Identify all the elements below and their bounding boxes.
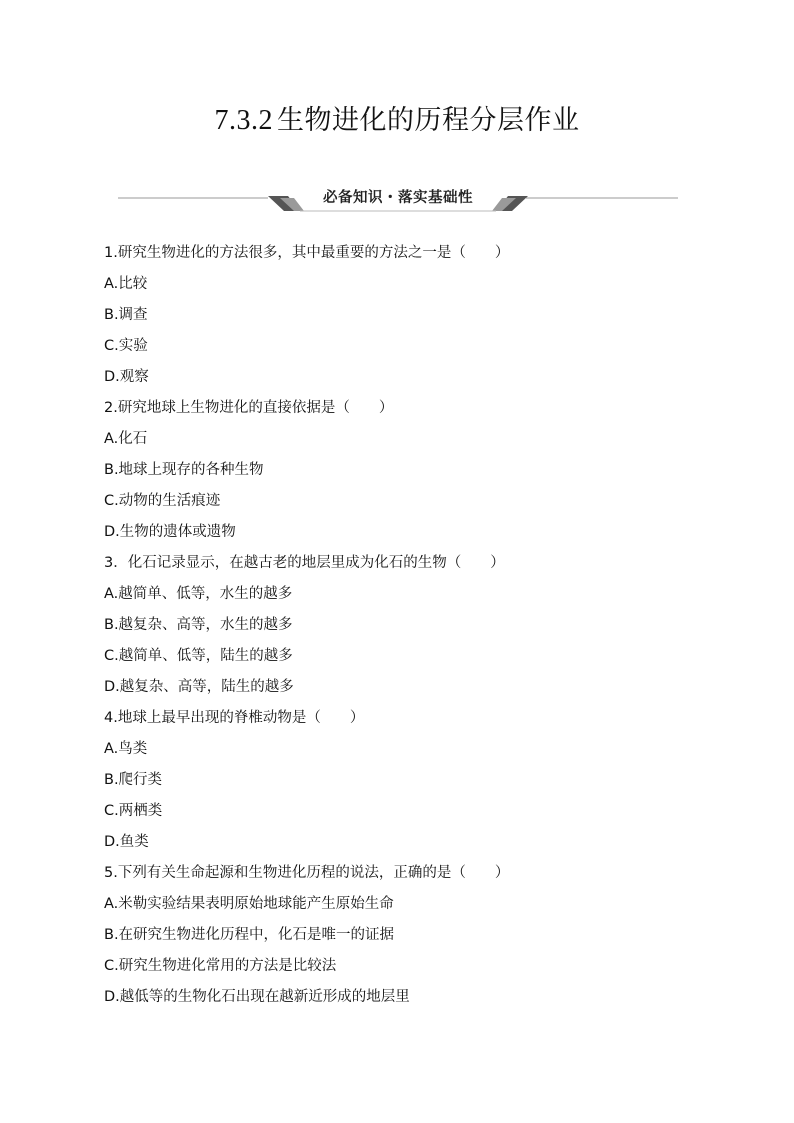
option: A.米勒实验结果表明原始地球能产生原始生命	[104, 896, 394, 912]
option: B.爬行类	[104, 772, 163, 788]
page-title	[0, 101, 794, 141]
option: A.化石	[104, 431, 148, 447]
option: D.生物的遗体或遗物	[104, 524, 236, 540]
option: D.观察	[104, 369, 149, 385]
option: C.两栖类	[104, 803, 163, 819]
option: A.鸟类	[104, 741, 148, 757]
banner-text: 必备知识・落实基础性	[323, 190, 473, 206]
option: A.比较	[104, 276, 148, 292]
option: A.越简单、低等，水生的越多	[104, 586, 293, 602]
option: B.越复杂、高等，水生的越多	[104, 617, 293, 633]
option: D.越复杂、高等，陆生的越多	[104, 679, 294, 695]
section-banner	[118, 183, 678, 213]
question-list	[104, 238, 704, 1013]
option: C.动物的生活痕迹	[104, 493, 221, 509]
question-stem: 3．化石记录显示，在越古老的地层里成为化石的生物（ ）	[104, 555, 505, 571]
question-stem: 2.研究地球上生物进化的直接依据是（ ）	[104, 400, 394, 416]
question-stem: 1.研究生物进化的方法很多，其中最重要的方法之一是（ ）	[104, 245, 510, 261]
option: B.地球上现存的各种生物	[104, 462, 264, 478]
option: B.在研究生物进化历程中，化石是唯一的证据	[104, 927, 395, 943]
option: C.研究生物进化常用的方法是比较法	[104, 958, 337, 974]
title-text: 生物进化的历程分层作业	[277, 105, 580, 136]
option: C.实验	[104, 338, 148, 354]
option: D.越低等的生物化石出现在越新近形成的地层里	[104, 989, 410, 1005]
title-number: 7.3.2	[214, 105, 273, 136]
option: B.调查	[104, 307, 148, 323]
question-stem: 5.下列有关生命起源和生物进化历程的说法，正确的是（ ）	[104, 865, 510, 881]
question-stem: 4.地球上最早出现的脊椎动物是（ ）	[104, 710, 365, 726]
option: C.越简单、低等，陆生的越多	[104, 648, 293, 664]
option: D.鱼类	[104, 834, 149, 850]
